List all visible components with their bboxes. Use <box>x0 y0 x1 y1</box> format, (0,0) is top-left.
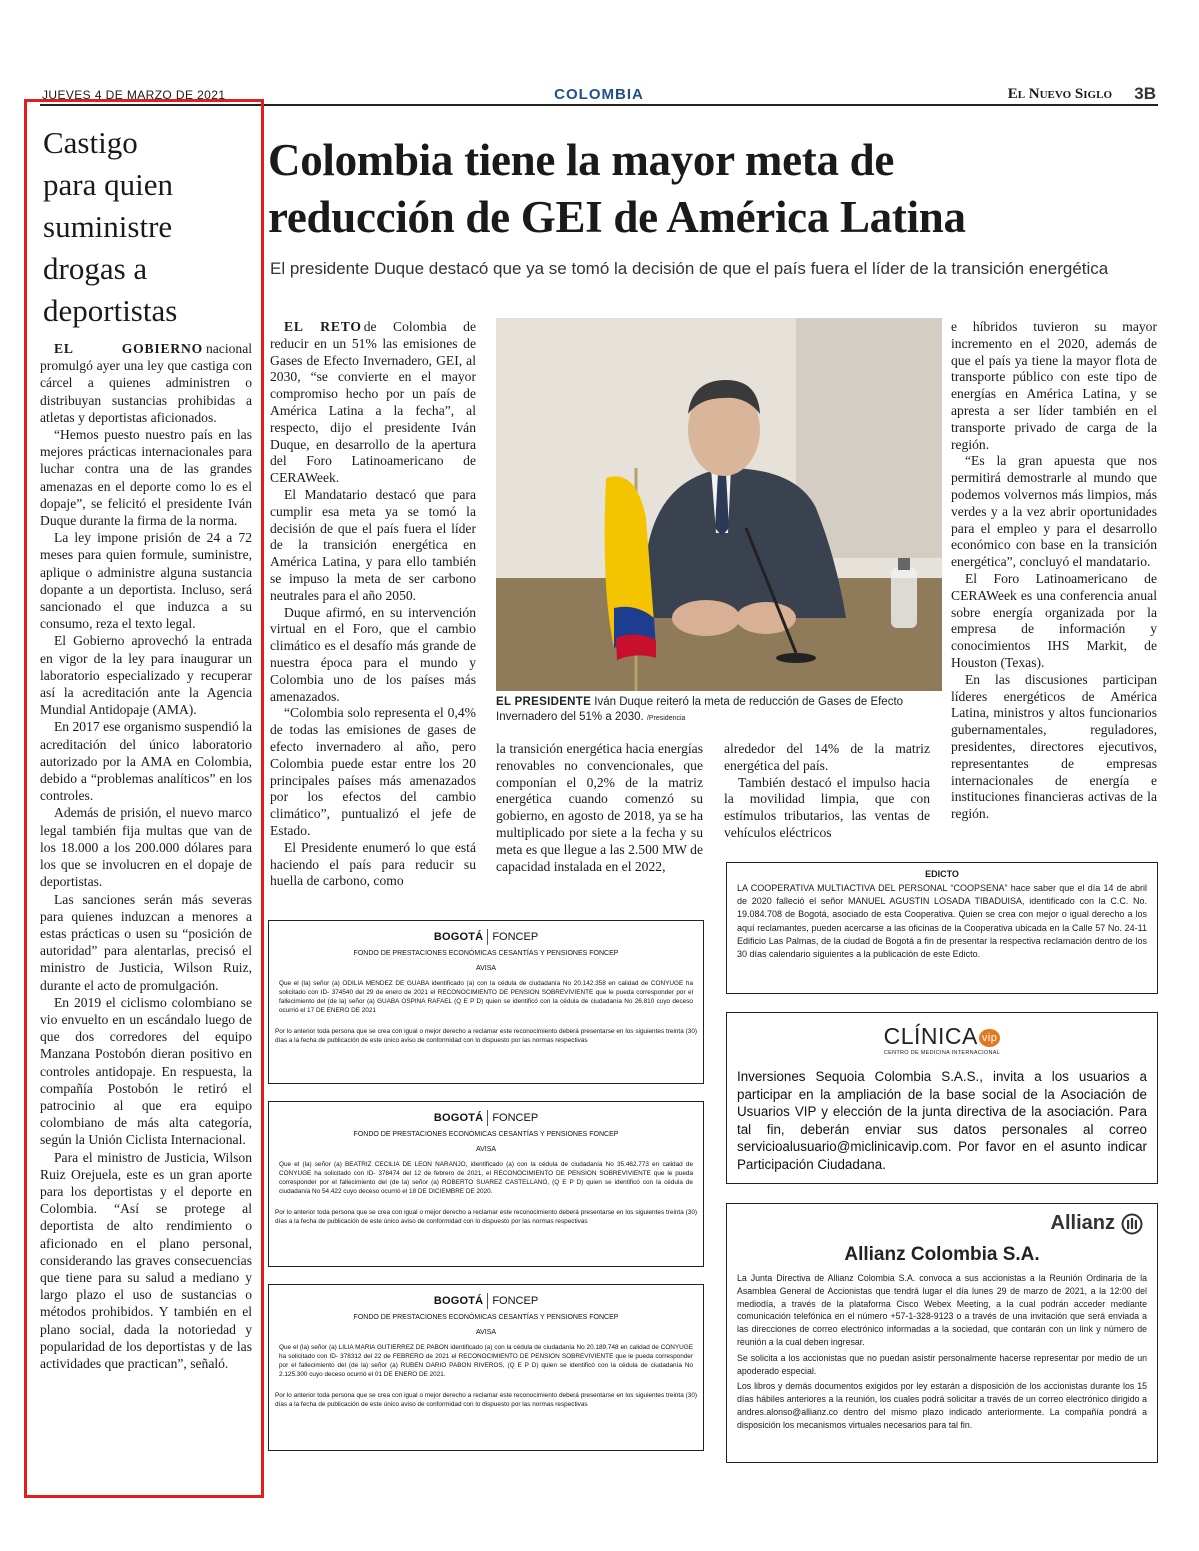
foncep-notice <box>268 1284 704 1451</box>
article-paragraph: También destacó el impulso hacia la movilidad limpia, que con estímulos tributarios, las ventas de vehículos eléctricos <box>724 774 930 840</box>
article-paragraph: “Colombia solo representa el 0,4% de todas las emisiones de gases de efecto invernadero al año, pero Colombia puede estar entre los 20 principales países más amenazados por los efectos del cambio climático”, puntualizó el jefe de Estado. <box>270 705 476 838</box>
side-paragraph: La ley impone prisión de 24 a 72 meses para quien formule, suministre, aplique o administre alguna sustancia dopante a un deportista. Incluso, será sancionado el que induzca a su consumo, reza el texto legal. <box>40 530 252 632</box>
page-header <box>40 86 1158 106</box>
clinica-body: Inversiones Sequoia Colombia S.A.S., invita a los usuarios a participar en la ampliación de la base social de la Asociación de Usuarios VIP y elección de la junta directiva de la asociación. Para tal fin, deberán enviar sus datos personales al correo servicioalusuario@miclinicavip.com. Por favor en el asunto indicar Participación Ciudadana. <box>737 1069 1147 1172</box>
caption-lead: EL PRESIDENTE <box>496 696 592 708</box>
edicto-notice <box>726 862 1158 994</box>
article-column-2 <box>496 741 703 875</box>
side-paragraph: Además de prisión, el nuevo marco legal también fija multas que van de los 18.000 a los 200.000 dólares para los que se involucren en el dopaje de deportistas. <box>40 805 252 890</box>
article-paragraph: En las discusiones participan líderes energéticos de América Latina, ministros y altos funcionarios gubernamentales, reguladores, presidentes, directores ejecutivos, representantes de empresas internacionales de energía e instituciones financieras activas de la región. <box>951 671 1157 822</box>
notice-org: FONDO DE PRESTACIONES ECONÓMICAS CESANTÍAS Y PENSIONES FONCEP <box>353 1314 619 1321</box>
foncep-notice <box>268 1101 704 1267</box>
side-paragraph: En 2017 ese organismo suspendió la acreditación del único laboratorio autorizado por la AMA en Colombia, debido a “problemas analíticos” en los controles. <box>40 719 252 804</box>
president-photo <box>496 318 942 691</box>
foncep-notice <box>268 920 704 1084</box>
section-name: COLOMBIA <box>554 86 644 103</box>
foncep-logo: BOGOTÁ FONCEP <box>433 931 539 943</box>
foncep-logo: BOGOTÁ FONCEP <box>433 1295 539 1307</box>
photo-illustration <box>496 318 942 691</box>
page-number: 3B <box>1134 84 1156 103</box>
notice-body: Que el (la) señor (a) BEATRIZ CECILIA DE LEON NARANJO, identificado (a) con la cédula de ciudadanía No 35.462.773 en calidad de CONYUGE ha solicitado con ID- 378474 del 12 de febrero de 2021, el RECONOCIMIENTO DE PENSION SOBREVIVIENTE que le pueda corresponder por el fallecimiento del (de la) señor (a) ROBERTO SUAREZ CASTELLANO, (Q E P D) quien se identificó con la cédula de ciudadanía No 54.422 cuyo deceso ocurrió el 18 DE DICIEMBRE DE 2020. <box>279 1161 693 1195</box>
article-paragraph: “Es la gran apuesta que nos permitirá demostrarle al mundo que podemos volvernos más limpios, más verdes y a la vez abrir oportunidades para el empleo y para el desarrollo económico con base en la transición energética”, concluyó el mandatario. <box>951 453 1157 570</box>
newspaper-name: El Nuevo Siglo <box>1007 86 1112 102</box>
main-lead: EL RETO <box>284 319 362 334</box>
article-paragraph: la transición energética hacia energías renovables no convencionales, que componían el 0,2% de la matriz energética cuando comenzó su gobierno, en agosto de 2018, ya se ha multiplicado por siete a la fecha y su meta es que llegue a las 2.500 MW de capacidad instalada en el 2022, <box>496 741 703 874</box>
main-subhead: El presidente Duque destacó que ya se tomó la decisión de que el país fuera el líder de la transición energética <box>270 259 1109 278</box>
allianz-company-name: Allianz Colombia S.A. <box>844 1244 1040 1265</box>
allianz-paragraph: La Junta Directiva de Allianz Colombia S.A. convoca a sus accionistas a la Reunión Ordinaria de la Asamblea General de Accionistas que tendrá lugar el día lunes 29 de marzo de 2021, a la 12:00 del mediodía, a través de la plataforma Cisco Webex Meeting, a la cual podrán acceder mediante comunicación telefónica en el número +57-1-328-9123 o a través de una invitación que será enviada a las direcciones de correo electrónico informadas a la sociedad, que contarán con un link y número de reunión a la cual deben ingresar. <box>737 1273 1147 1347</box>
article-paragraph: Duque afirmó, en su intervención virtual en el Foro, que el cambio climático es el desafío más grande de nuestra época para el mundo y Colombia uno de los países más amenazados. <box>270 604 476 704</box>
allianz-logo: Allianz <box>1051 1212 1143 1235</box>
side-article <box>40 122 252 1372</box>
side-paragraph: “Hemos puesto nuestro país en las mejores prácticas internacionales para luchar contra una de las grandes amenazas en el deporte como lo es el dopaje”, se felicitó el presidente Iván Duque durante la firma de la norma. <box>40 427 252 529</box>
article-paragraph: EL RETO de Colombia de reducir en un 51% las emisiones de Gases de Efecto Invernadero, GEI, al 2030, “se convierte en el mayor compromiso hecho por un país de América Latina a la fecha”, al respecto, dijo el presidente Iván Duque, en desarrollo de la apertura del Foro Latinoamericano de CERAWeek. <box>270 319 476 486</box>
side-article-title: Castigo para quien suministre drogas a deportistas <box>43 125 178 328</box>
article-paragraph: El Presidente enumeró lo que está haciendo el país para reducir su huella de carbono, como <box>270 839 476 889</box>
clinica-notice <box>726 1012 1158 1184</box>
edicto-title: EDICTO <box>925 869 959 879</box>
issue-date: JUEVES 4 DE MARZO DE 2021 <box>42 88 226 102</box>
notice-org: FONDO DE PRESTACIONES ECONÓMICAS CESANTÍAS Y PENSIONES FONCEP <box>353 950 619 957</box>
article-paragraph: alrededor del 14% de la matriz energética del país. <box>724 741 930 773</box>
foncep-logo: BOGOTÁ FONCEP <box>433 1112 539 1124</box>
edicto-body: LA COOPERATIVA MULTIACTIVA DEL PERSONAL “COOPSENA” hace saber que el día 14 de abril de 2020 falleció el señor MANUEL AGUSTIN LOSADA TIBADUISA, identificado con la C.C. No. 19.084.708 de Bogotá, asociado de esta Cooperativa. Quien se crea con mejor o igual derecho a los aquí reclamantes, pueden acercarse a las oficinas de la Cooperativa ubicada en la Calle 57 No. 24-11 Edificio Las Palmas, de la ciudad de Bogotá a fin de presentar la respectiva reclamación dentro de los 30 días calendario siguientes a la publicación de este Edicto. <box>737 883 1147 960</box>
clinica-logo-subtitle: CENTRO DE MEDICINA INTERNACIONAL <box>883 1050 1001 1056</box>
side-paragraph: En 2019 el ciclismo colombiano se vio envuelto en un escándalo luego de que dos corredores del equipo Manzana Postobón dieran positivo en controles antidopaje. En respuesta, la compañía Postobón le retiró el patrocinio al que era equipo colombiano de más alta categoría, según la Unión Ciclista Internacional. <box>40 994 252 1148</box>
side-paragraph: EL GOBIERNO nacional promulgó ayer una ley que castiga con cárcel a quienes administren o distribuyan sustancias prohibidas a atletas y deportistas aficionados. <box>40 341 252 425</box>
allianz-paragraph: Los libros y demás documentos exigidos por ley estarán a disposición de los accionistas durante los 15 días hábiles anteriores a la reunión, los cuales podrá solicitar a través de un correo electrónico dirigido a andres.alonso@allianz.co dentro del mismo plazo indicado anteriormente. La compañía pondrá a disposición los mecanismos virtuales necesarios para tal fin. <box>737 1381 1147 1430</box>
notice-org: FONDO DE PRESTACIONES ECONÓMICAS CESANTÍAS Y PENSIONES FONCEP <box>353 1131 619 1138</box>
allianz-eagle-icon <box>1121 1213 1143 1235</box>
side-lead: EL GOBIERNO <box>54 341 203 356</box>
photo-caption: EL PRESIDENTE Iván Duque reiteró la meta de reducción de Gases de Efecto Invernadero del 51% a 2030. /Presidencia <box>496 696 904 723</box>
article-paragraph: El Mandatario destacó que para cumplir esa meta ya se tomó la decisión de que el país fuera el líder de la transición energética en América Latina, y para ello también se impuso la meta de ser carbono neutrales para el año 2050. <box>270 486 476 603</box>
vip-mark: vip <box>979 1029 1001 1047</box>
notice-body: Que el (la) señor (a) ODILIA MENDEZ DE GUABA identificado (a) con la cédula de ciudadanía No 20.142.358 en calidad de CONYUGE ha solicitado con ID- 374540 del 29 de enero de 2021 el RECONOCIMIENTO DE PENSION SOBREVIVIENTE que le pueda corresponder por el fallecimiento del (de la) señor (a) GUABA OSPINA RAFAEL (Q E P D) quien se identificó con la cédula de ciudadanía No 26.810 cuyo deceso ocurrió el 17 DE ENERO DE 2021 <box>279 980 693 1014</box>
allianz-body <box>737 1272 1147 1435</box>
notice-avisa: AVISA <box>475 965 497 972</box>
notice-body: Que el (la) señor (a) LILIA MARIA GUTIERREZ DE PABON identificado (a) con la cédula de ciudadanía No 20.189.748 en calidad de CONYUGE ha solicitado con ID- 378312 del 22 de FEBRERO de 2021 el RECONOCIMIENTO DE PENSION SOBREVIVIENTE que le pueda corresponder por el fallecimiento del (de la) señor (a) RUBEN DARIO PABON RIVEROS, (Q E P D) quien se identificó con la cédula de ciudadanía No 2.125.300 cuyo deceso ocurrió el 01 DE ENERO DE 2021. <box>279 1344 693 1378</box>
notice-footer: Por lo anterior toda persona que se crea con igual o mejor derecho a reclamar este reconocimiento deberá presentarse en los siguientes treinta (30) días a la fecha de publicación de este único aviso de conformidad con lo dispuesto por las normas respectivas <box>275 1392 697 1408</box>
article-column-4 <box>951 319 1157 823</box>
article-paragraph: El Foro Latinoamericano de CERAWeek es una conferencia anual sobre energía organizada por la empresa de información y conocimientos IHS Markit, de Houston (Texas). <box>951 570 1157 670</box>
notice-footer: Por lo anterior toda persona que se crea con igual o mejor derecho a reclamar este reconocimiento deberá presentarse en los siguientes treinta (30) días a la fecha de publicación de este único aviso de conformidad con lo dispuesto por las normas respectivas <box>275 1028 697 1044</box>
article-column-1 <box>270 319 476 890</box>
side-paragraph: Para el ministro de Justicia, Wilson Ruiz Orejuela, este es un gran aporte para los deportistas y el deporte en Colombia. “Así se protege al deportista de alto rendimiento o aficionado en el plano personal, considerando las graves consecuencias que tiene para su salud a mediano y largo plazo el uso de sustancias o métodos prohibidos. Y también en el plano social, dada la notoriedad y popularidad de los deportistas y de las actividades que practican”, señaló. <box>40 1149 252 1371</box>
article-column-3 <box>724 741 930 842</box>
notice-avisa: AVISA <box>475 1146 497 1153</box>
notice-footer: Por lo anterior toda persona que se crea con igual o mejor derecho a reclamar este reconocimiento deberá presentarse en los siguientes treinta (30) días a la fecha de publicación de este único aviso de conformidad con lo dispuesto por las normas respectivas <box>275 1209 697 1225</box>
notice-avisa: AVISA <box>475 1329 497 1336</box>
clinica-logo: CLÍNICA vip <box>727 1023 1157 1050</box>
main-headline: Colombia tiene la mayor meta de reducción de GEI de América Latina <box>268 135 966 242</box>
allianz-paragraph: Se solicita a los accionistas que no puedan asistir personalmente hacerse representar por medio de un apoderado especial. <box>737 1352 1147 1376</box>
side-paragraph: Las sanciones serán más severas para quienes induzcan a menores a estas prácticas o usen su “posición de autoridad” para alentarlas, precisó el ministro de Justicia, Wilson Ruiz, durante el acto de promulgación. <box>40 891 252 993</box>
side-paragraph: El Gobierno aprovechó la entrada en vigor de la ley para inaugurar un laboratorio especializado y recuperar así la acreditación ante la Agencia Mundial Antidopaje (AMA). <box>40 633 252 718</box>
photo-credit: /Presidencia <box>646 715 686 722</box>
article-paragraph: e híbridos tuvieron su mayor incremento en el 2020, además de que el país ya tiene la mayor flota de transporte público con este tipo de energías en América Latina, y se apresta a ser líder también en el transporte privado de carga de la región. <box>951 319 1157 452</box>
allianz-notice <box>726 1203 1158 1463</box>
